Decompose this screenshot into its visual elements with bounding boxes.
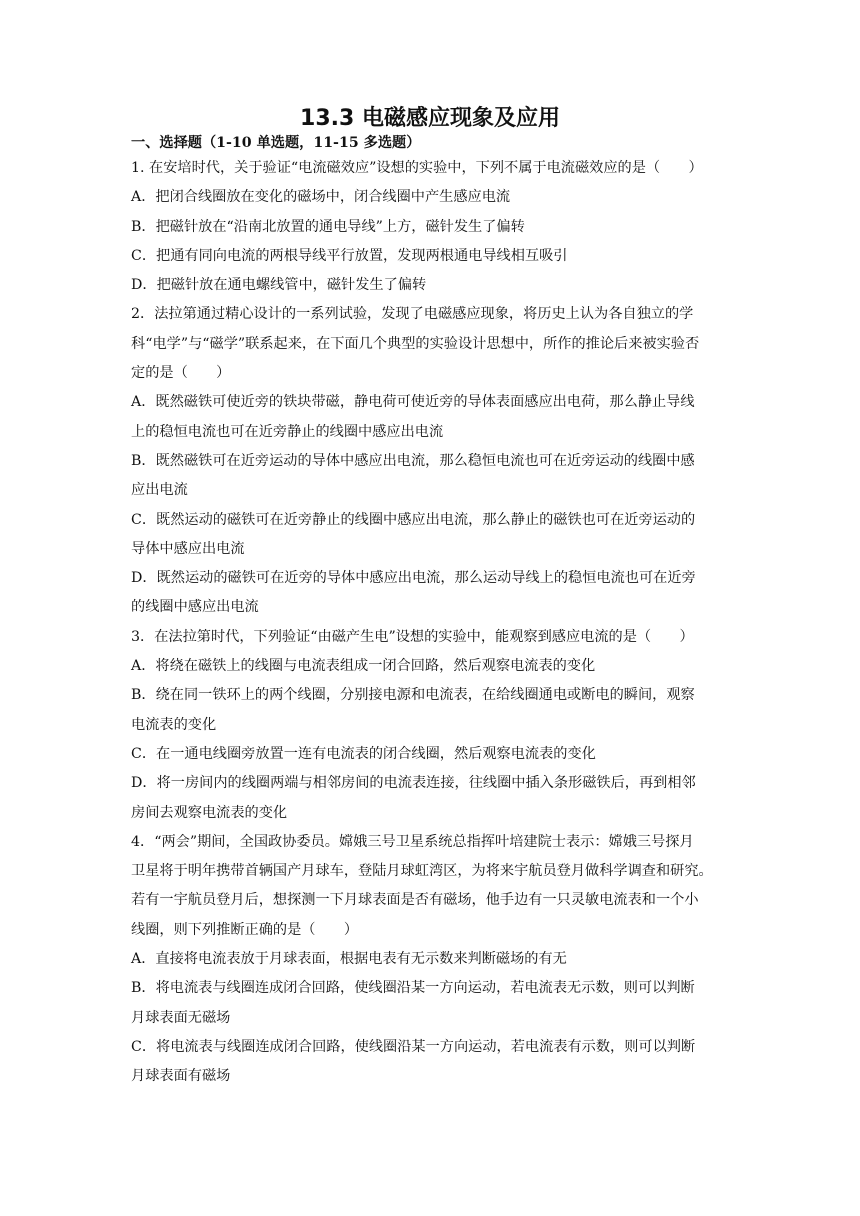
option-text-line: D．将一房间内的线圈两端与相邻房间的电流表连接，往线圈中插入条形磁铁后，再到相邻: [131, 775, 696, 792]
option-text-line: 的线圈中感应出电流: [131, 599, 259, 616]
option-a: [131, 388, 731, 447]
option-text-line: 应出电流: [131, 482, 188, 499]
option-b: [131, 213, 731, 242]
option-text-line: D．把磁针放在通电螺线管中，磁针发生了偏转: [131, 277, 427, 294]
option-c: [131, 242, 731, 271]
option-text-line: 电流表的变化: [131, 716, 217, 733]
option-text-line: C．既然运动的磁铁可在近旁静止的线圈中感应出电流，那么静止的磁铁也可在近旁运动的: [131, 511, 696, 528]
option-c: [131, 740, 731, 769]
option-d: [131, 271, 731, 300]
question-1: [131, 154, 731, 300]
option-text-line: B．将电流表与线圈连成闭合回路，使线圈沿某一方向运动，若电流表无示数，则可以判断: [131, 980, 695, 997]
option-text-line: A．将绕在磁铁上的线圈与电流表组成一闭合回路，然后观察电流表的变化: [131, 658, 596, 675]
question-stem-line: 4．“两会”期间，全国政协委员。嫦娥三号卫星系统总指挥叶培建院士表示：嫦娥三号探月: [131, 833, 694, 850]
option-text-line: A．直接将电流表放于月球表面，根据电表有无示数来判断磁场的有无: [131, 951, 567, 968]
option-a: [131, 945, 731, 974]
option-text-line: 房间去观察电流表的变化: [131, 804, 288, 821]
option-text-line: D．既然运动的磁铁可在近旁的导体中感应出电流，那么运动导线上的稳恒电流也可在近旁: [131, 570, 696, 587]
question-list: [131, 154, 731, 1092]
option-d: [131, 564, 731, 623]
option-text-line: C．在一通电线圈旁放置一连有电流表的闭合线圈，然后观察电流表的变化: [131, 745, 596, 762]
option-text-line: 导体中感应出电流: [131, 540, 245, 557]
option-text-line: B．把磁针放在“沿南北放置的通电导线”上方，磁针发生了偏转: [131, 218, 525, 235]
option-b: [131, 974, 731, 1033]
question-stem-line: 3．在法拉第时代，下列验证“由磁产生电”设想的实验中，能观察到感应电流的是（ ）: [131, 628, 694, 645]
option-d: [131, 769, 731, 828]
option-a: [131, 183, 731, 212]
option-c: [131, 506, 731, 565]
question-stem-line: 线圈，则下列推断正确的是（ ）: [131, 921, 359, 938]
option-b: [131, 681, 731, 740]
question-stem-line: 2．法拉第通过精心设计的一系列试验，发现了电磁感应现象，将历史上认为各自独立的学: [131, 306, 694, 323]
option-text-line: A．既然磁铁可使近旁的铁块带磁，静电荷可使近旁的导体表面感应出电荷，那么静止导线: [131, 394, 695, 411]
question-stem-line: 1. 在安培时代，关于验证“电流磁效应”设想的实验中，下列不属于电流磁效应的是（ ）: [131, 160, 703, 176]
question-stem-line: 若有一宇航员登月后，想探测一下月球表面是否有磁场，他手边有一只灵敏电流表和一个小: [131, 892, 699, 909]
document-title: 13.3 电磁感应现象及应用: [300, 106, 560, 131]
document-body: [131, 134, 731, 1092]
question-stem-line: 卫星将于明年携带首辆国产月球车，登陆月球虹湾区，为将来宇航员登月做科学调查和研究。: [131, 863, 713, 880]
option-text-line: 月球表面无磁场: [131, 1009, 231, 1026]
question-stem-line: 科“电学”与“磁学”联系起来，在下面几个典型的实验设计思想中，所作的推论后来被实验否: [131, 335, 700, 352]
section-heading: 一、选择题（1-10 单选题，11-15 多选题）: [131, 135, 421, 151]
option-c: [131, 1033, 731, 1092]
option-text-line: C．把通有同向电流的两根导线平行放置，发现两根通电导线相互吸引: [131, 247, 568, 264]
option-text-line: B．绕在同一铁环上的两个线圈，分别接电源和电流表，在给线圈通电或断电的瞬间，观察: [131, 687, 695, 704]
option-text-line: A．把闭合线圈放在变化的磁场中，闭合线圈中产生感应电流: [131, 189, 511, 206]
option-text-line: 上的稳恒电流也可在近旁静止的线圈中感应出电流: [131, 423, 444, 440]
option-text-line: B．既然磁铁可在近旁运动的导体中感应出电流，那么稳恒电流也可在近旁运动的线圈中感: [131, 452, 695, 469]
option-text-line: 月球表面有磁场: [131, 1068, 231, 1085]
option-a: [131, 652, 731, 681]
question-4: [131, 828, 731, 1092]
option-b: [131, 447, 731, 506]
question-stem-line: 定的是（ ）: [131, 365, 231, 382]
option-text-line: C．将电流表与线圈连成闭合回路，使线圈沿某一方向运动，若电流表有示数，则可以判断: [131, 1038, 696, 1055]
question-2: [131, 300, 731, 622]
question-3: [131, 623, 731, 828]
